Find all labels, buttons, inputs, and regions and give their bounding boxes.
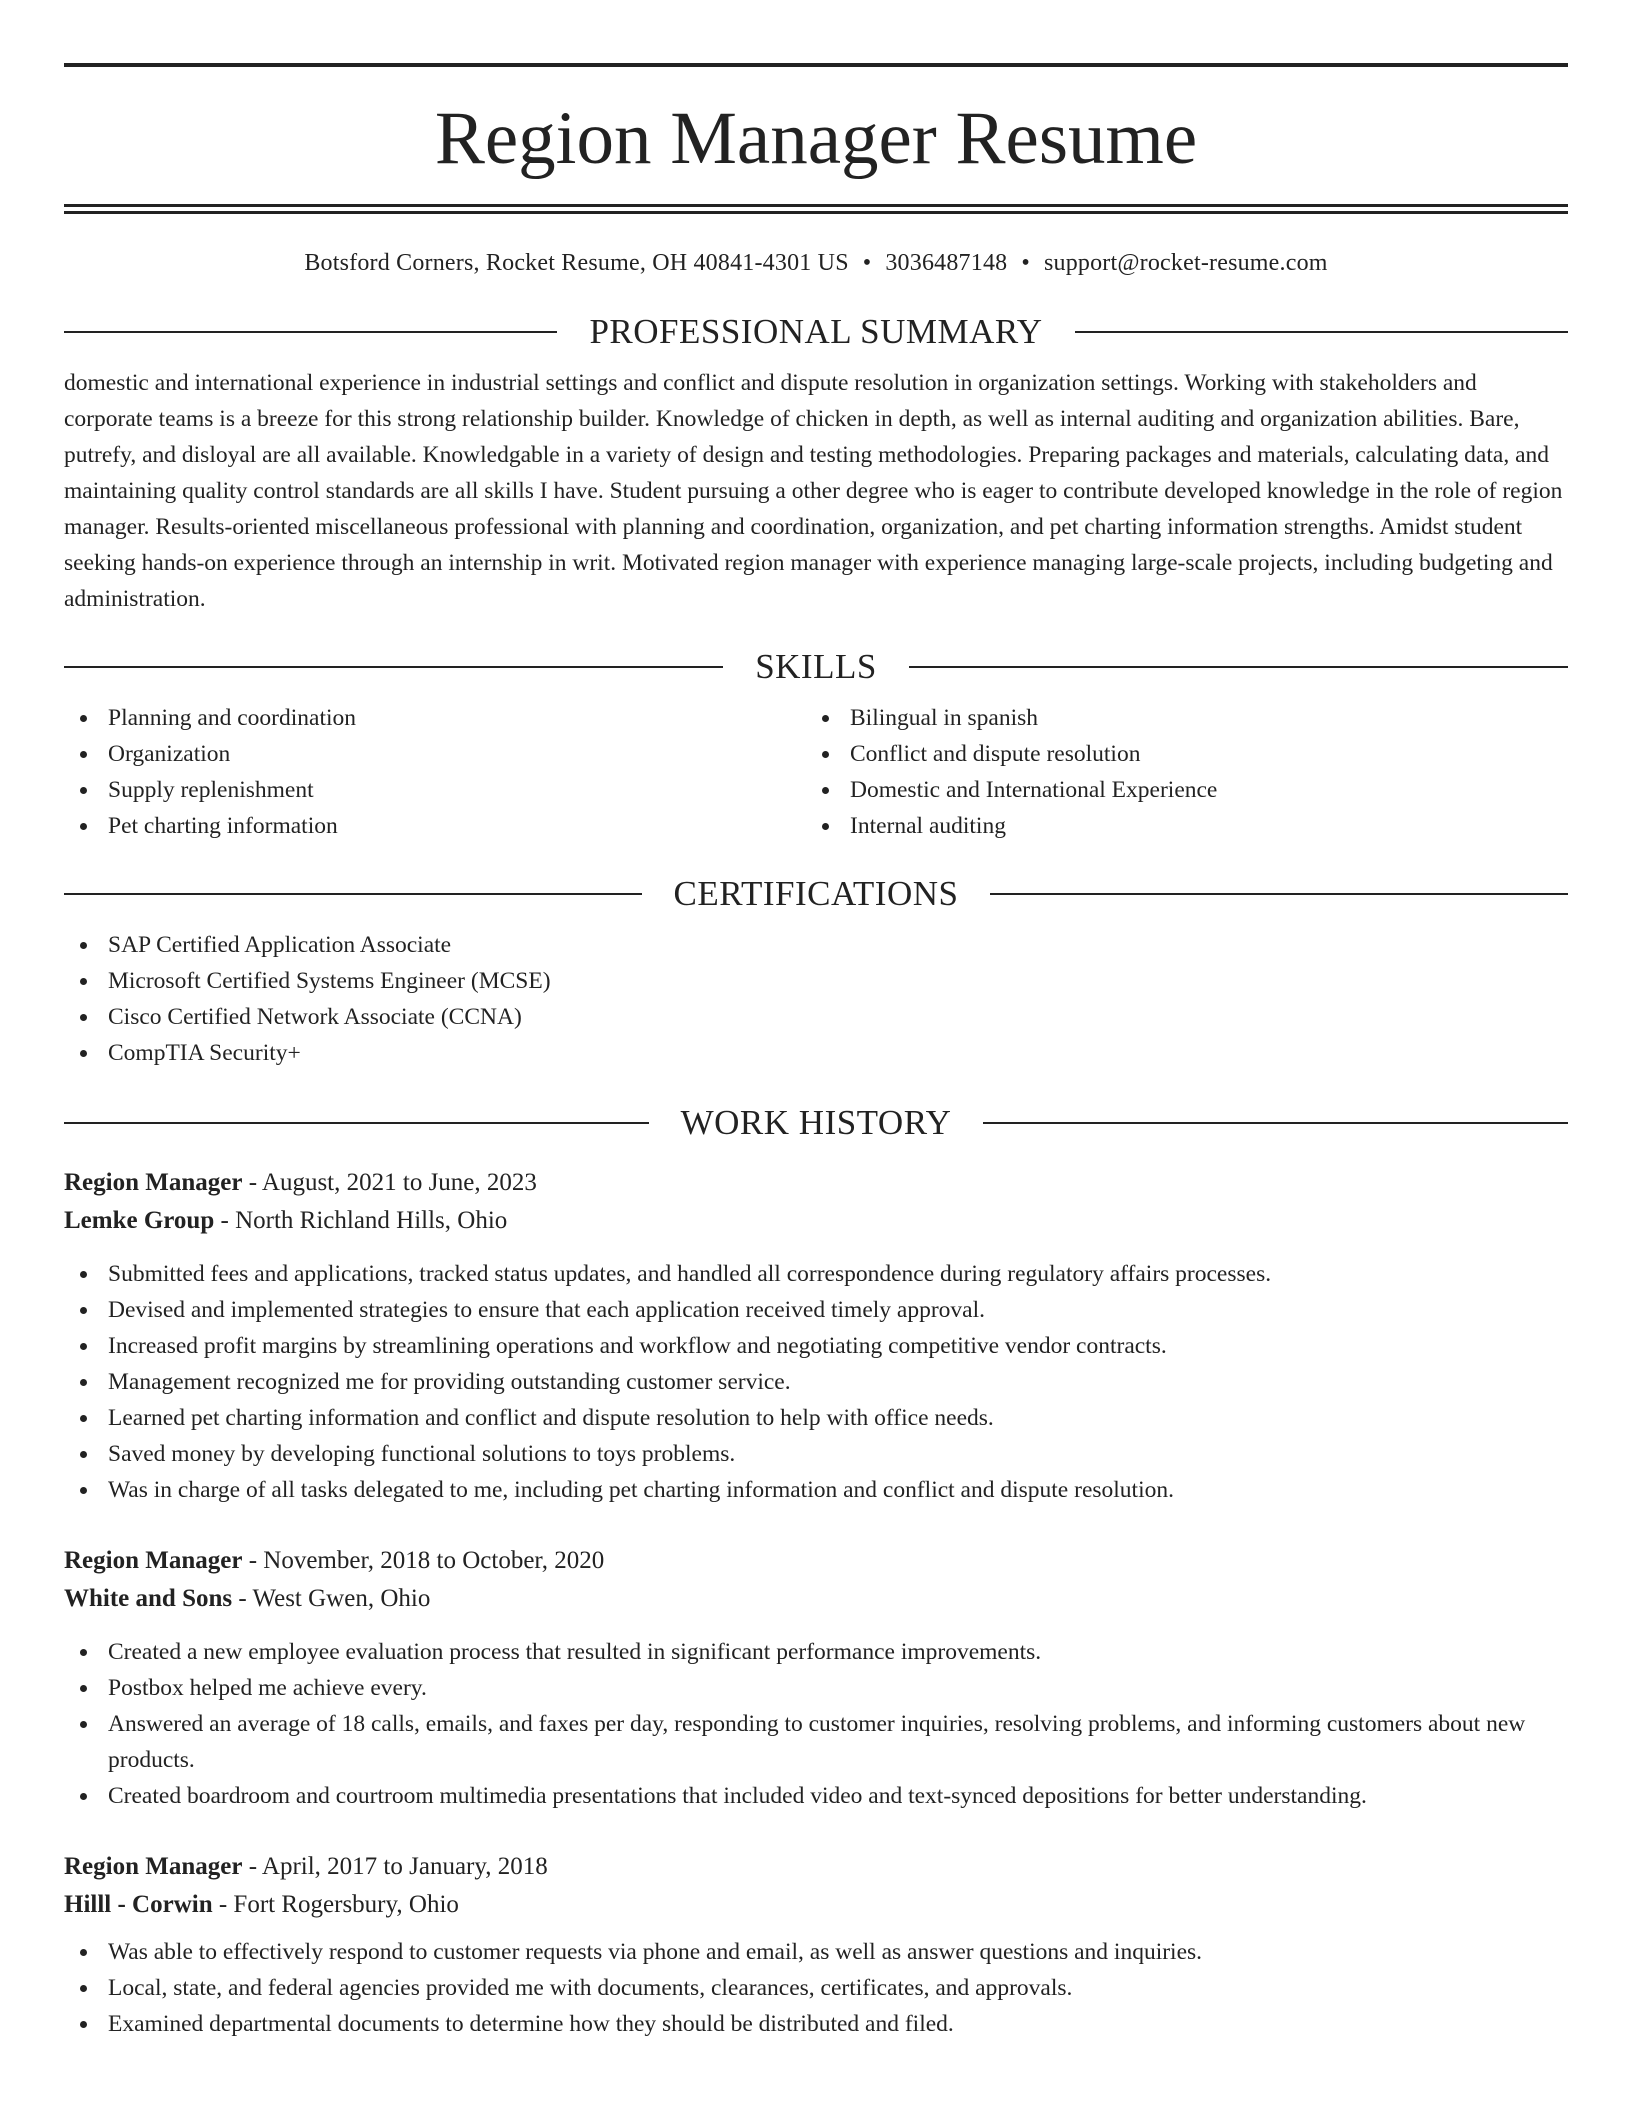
certifications-list xyxy=(64,927,1568,1071)
job-bullet: Devised and implemented strategies to ensure that each application received timely approval. xyxy=(64,1292,1568,1328)
job-bullet: Learned pet charting information and conflict and dispute resolution to help with office needs. xyxy=(64,1400,1568,1436)
section-rule xyxy=(64,893,642,895)
skill-item: Conflict and dispute resolution xyxy=(806,736,1548,772)
title-double-rule xyxy=(64,204,1568,214)
job-bullet: Created a new employee evaluation process that resulted in significant performance improvements. xyxy=(64,1634,1568,1670)
section-header-skills xyxy=(64,649,1568,684)
job-location: - Fort Rogersbury, Ohio xyxy=(212,1891,459,1918)
contact-phone: 3036487148 xyxy=(885,250,1008,276)
page-title: Region Manager Resume xyxy=(434,97,1198,180)
job-role: Region Manager xyxy=(64,1169,243,1196)
job-company: Hilll - Corwin xyxy=(64,1891,213,1918)
skill-item: Pet charting information xyxy=(64,808,806,844)
section-rule xyxy=(64,331,557,333)
section-rule xyxy=(990,893,1568,895)
skills-column-right xyxy=(806,700,1548,844)
section-rule xyxy=(983,1122,1568,1124)
job-entry xyxy=(64,1848,1568,2042)
job-location: - West Gwen, Ohio xyxy=(232,1585,431,1612)
job-entry xyxy=(64,1164,1568,1508)
section-rule xyxy=(909,666,1568,668)
job-entry xyxy=(64,1542,1568,1814)
job-dates: - November, 2018 to October, 2020 xyxy=(242,1547,605,1574)
contact-line xyxy=(64,250,1568,277)
section-header-work-history xyxy=(64,1105,1568,1140)
section-title: PROFESSIONAL SUMMARY xyxy=(589,312,1043,351)
job-title-line xyxy=(64,1164,1568,1202)
job-company-line xyxy=(64,1580,1568,1618)
job-company: White and Sons xyxy=(64,1585,233,1612)
skill-item: Organization xyxy=(64,736,806,772)
job-bullet: Was able to effectively respond to customer requests via phone and email, as well as answer questions and inquiries. xyxy=(64,1934,1568,1970)
job-company: Lemke Group xyxy=(64,1207,215,1234)
certification-item: CompTIA Security+ xyxy=(64,1035,1568,1071)
job-bullet: Management recognized me for providing outstanding customer service. xyxy=(64,1364,1568,1400)
certification-item: SAP Certified Application Associate xyxy=(64,927,1568,963)
contact-separator: • xyxy=(1021,250,1030,276)
section-title: SKILLS xyxy=(755,647,877,686)
job-title-line xyxy=(64,1848,1568,1886)
job-role: Region Manager xyxy=(64,1853,243,1880)
job-company-line xyxy=(64,1202,1568,1240)
resume-page xyxy=(64,0,1568,2042)
skill-item: Supply replenishment xyxy=(64,772,806,808)
certification-item: Cisco Certified Network Associate (CCNA) xyxy=(64,999,1568,1035)
job-bullets xyxy=(64,1256,1568,1508)
skills-column-left xyxy=(64,700,806,844)
job-bullets xyxy=(64,1934,1568,2042)
job-role: Region Manager xyxy=(64,1547,243,1574)
job-bullet: Saved money by developing functional solutions to toys problems. xyxy=(64,1436,1568,1472)
job-dates: - August, 2021 to June, 2023 xyxy=(242,1169,537,1196)
job-bullet: Was in charge of all tasks delegated to me, including pet charting information and conflict and dispute resolution. xyxy=(64,1472,1568,1508)
skill-item: Bilingual in spanish xyxy=(806,700,1548,736)
contact-email: support@rocket-resume.com xyxy=(1043,250,1328,276)
skills-grid xyxy=(64,700,1568,844)
job-bullet: Local, state, and federal agencies provided me with documents, clearances, certificates, and approvals. xyxy=(64,1970,1568,2006)
summary-text: domestic and international experience in industrial settings and conflict and dispute resolution in organization settings. Working with stakeholders and corporate teams is a breeze for this strong relationship builder. Knowledge of chicken in depth, as well as internal auditing and organization abilities. Bare, putrefy, and disloyal are all available. Knowledgable in a variety of design and testing methodologies. Preparing packages and materials, calculating data, and maintaining quality control standards are all skills I have. Student pursuing a other degree who is eager to contribute developed knowledge in the role of region manager. Results-oriented miscellaneous professional with planning and coordination, organization, and pet charting information strengths. Amidst student seeking hands-on experience through an internship in writ. Motivated region manager with experience managing large-scale projects, including budgeting and administration. xyxy=(64,370,1563,612)
job-bullet: Answered an average of 18 calls, emails, and faxes per day, responding to customer inquiries, resolving problems, and informing customers about new products. xyxy=(64,1706,1568,1778)
job-bullet: Postbox helped me achieve every. xyxy=(64,1670,1568,1706)
job-dates: - April, 2017 to January, 2018 xyxy=(242,1853,548,1880)
section-title: WORK HISTORY xyxy=(680,1103,952,1142)
section-rule xyxy=(1075,331,1568,333)
section-rule xyxy=(64,1122,649,1124)
job-bullet: Created boardroom and courtroom multimedia presentations that included video and text-synced depositions for better understanding. xyxy=(64,1778,1568,1814)
certification-item: Microsoft Certified Systems Engineer (MCSE) xyxy=(64,963,1568,999)
job-bullet: Increased profit margins by streamlining operations and workflow and negotiating competitive vendor contracts. xyxy=(64,1328,1568,1364)
section-header-certifications xyxy=(64,876,1568,911)
job-bullets xyxy=(64,1634,1568,1814)
job-bullet: Examined departmental documents to determine how they should be distributed and filed. xyxy=(64,2006,1568,2042)
job-bullet: Submitted fees and applications, tracked status updates, and handled all correspondence during regulatory affairs processes. xyxy=(64,1256,1568,1292)
job-company-line xyxy=(64,1886,1568,1924)
top-rule xyxy=(64,63,1568,67)
skill-item: Domestic and International Experience xyxy=(806,772,1548,808)
contact-address: Botsford Corners, Rocket Resume, OH 40841-4301 US xyxy=(304,250,849,276)
skill-item: Planning and coordination xyxy=(64,700,806,736)
section-title: CERTIFICATIONS xyxy=(673,874,959,913)
section-header-summary xyxy=(64,314,1568,349)
contact-separator: • xyxy=(862,250,872,276)
job-title-line xyxy=(64,1542,1568,1580)
job-location: - North Richland Hills, Ohio xyxy=(214,1207,508,1234)
skill-item: Internal auditing xyxy=(806,808,1548,844)
section-rule xyxy=(64,666,723,668)
